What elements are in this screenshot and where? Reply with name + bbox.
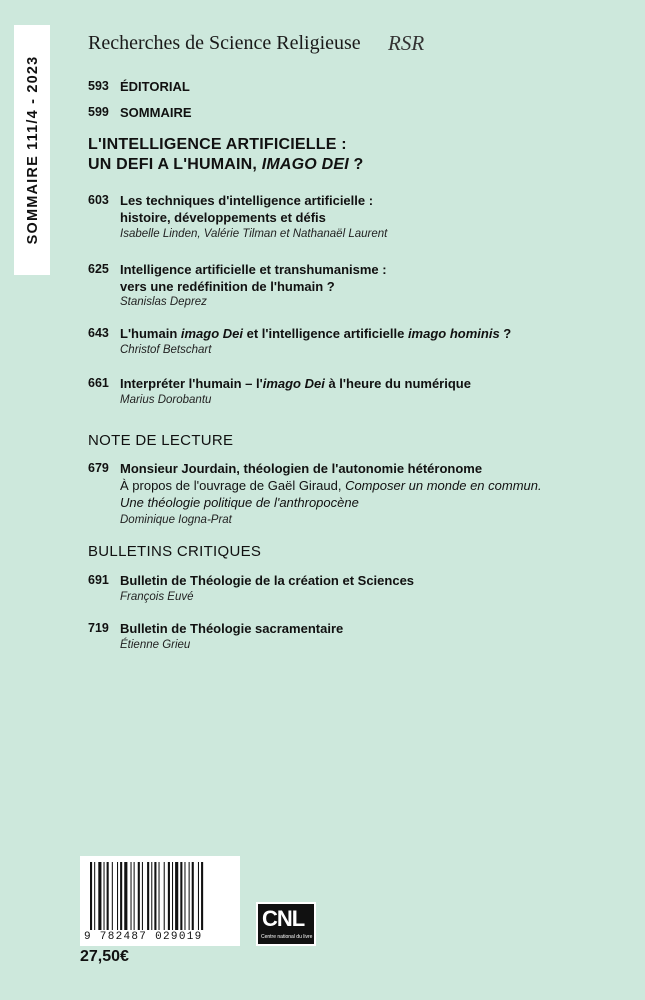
page-number: 679 bbox=[88, 461, 109, 475]
page-number: 625 bbox=[88, 262, 109, 276]
bulletin-title: Bulletin de Théologie de la création et Sciences bbox=[120, 573, 415, 588]
bulletin-author: Étienne Grieu bbox=[120, 639, 191, 651]
bulletin-title: Bulletin de Théologie sacramentaire bbox=[120, 621, 344, 636]
article-title: Interpréter l'humain – l'imago Dei à l'heure du numérique bbox=[120, 376, 471, 391]
toc-editorial: ÉDITORIAL bbox=[120, 79, 190, 94]
cnl-logo-subtitle: Centre national du livre bbox=[261, 934, 313, 940]
price: 27,50€ bbox=[80, 948, 129, 965]
barcode-bars bbox=[90, 862, 235, 930]
review-author: Dominique Iogna-Prat bbox=[120, 514, 232, 526]
isbn-barcode bbox=[80, 856, 240, 946]
cnl-logo bbox=[256, 902, 316, 946]
page-number: 661 bbox=[88, 376, 109, 390]
section-heading-note: NOTE DE LECTURE bbox=[88, 432, 234, 449]
cnl-logo-letters: CNL bbox=[262, 906, 305, 931]
bulletin-author: François Euvé bbox=[120, 591, 194, 603]
isbn-digits: 9 782487 029019 bbox=[84, 931, 203, 943]
review-title: Monsieur Jourdain, théologien de l'autonomie hétéronome À propos de l'ouvrage de Gaël Giraud, Composer un monde en commun. Une théologie politique de l'anthropocène bbox=[120, 461, 542, 510]
page-number: 691 bbox=[88, 573, 109, 587]
journal-logo: RSR bbox=[388, 31, 425, 55]
page-number: 643 bbox=[88, 326, 109, 340]
article-author: Marius Dorobantu bbox=[120, 394, 212, 406]
page-number: 593 bbox=[88, 79, 109, 93]
page-number: 719 bbox=[88, 621, 109, 635]
page-number: 603 bbox=[88, 193, 109, 207]
article-author: Stanislas Deprez bbox=[120, 296, 207, 308]
article-title: L'humain imago Dei et l'intelligence artificielle imago hominis ? bbox=[120, 326, 512, 341]
journal-title: Recherches de Science Religieuse bbox=[88, 32, 361, 54]
article-author: Isabelle Linden, Valérie Tilman et Nathanaël Laurent bbox=[120, 228, 388, 240]
dossier-theme-title: L'INTELLIGENCE ARTIFICIELLE : UN DEFI A L'HUMAIN, IMAGO DEI ? bbox=[88, 136, 364, 173]
page-number: 599 bbox=[88, 105, 109, 119]
article-title: Intelligence artificielle et transhumanisme : vers une redéfinition de l'humain ? bbox=[120, 262, 387, 294]
article-title: Les techniques d'intelligence artificielle : histoire, développements et défis bbox=[120, 193, 374, 225]
article-author: Christof Betschart bbox=[120, 344, 212, 356]
toc-sommaire: SOMMAIRE bbox=[120, 105, 192, 120]
section-heading-bulletins: BULLETINS CRITIQUES bbox=[88, 543, 262, 560]
issue-label: SOMMAIRE 111/4 - 2023 bbox=[25, 55, 41, 245]
